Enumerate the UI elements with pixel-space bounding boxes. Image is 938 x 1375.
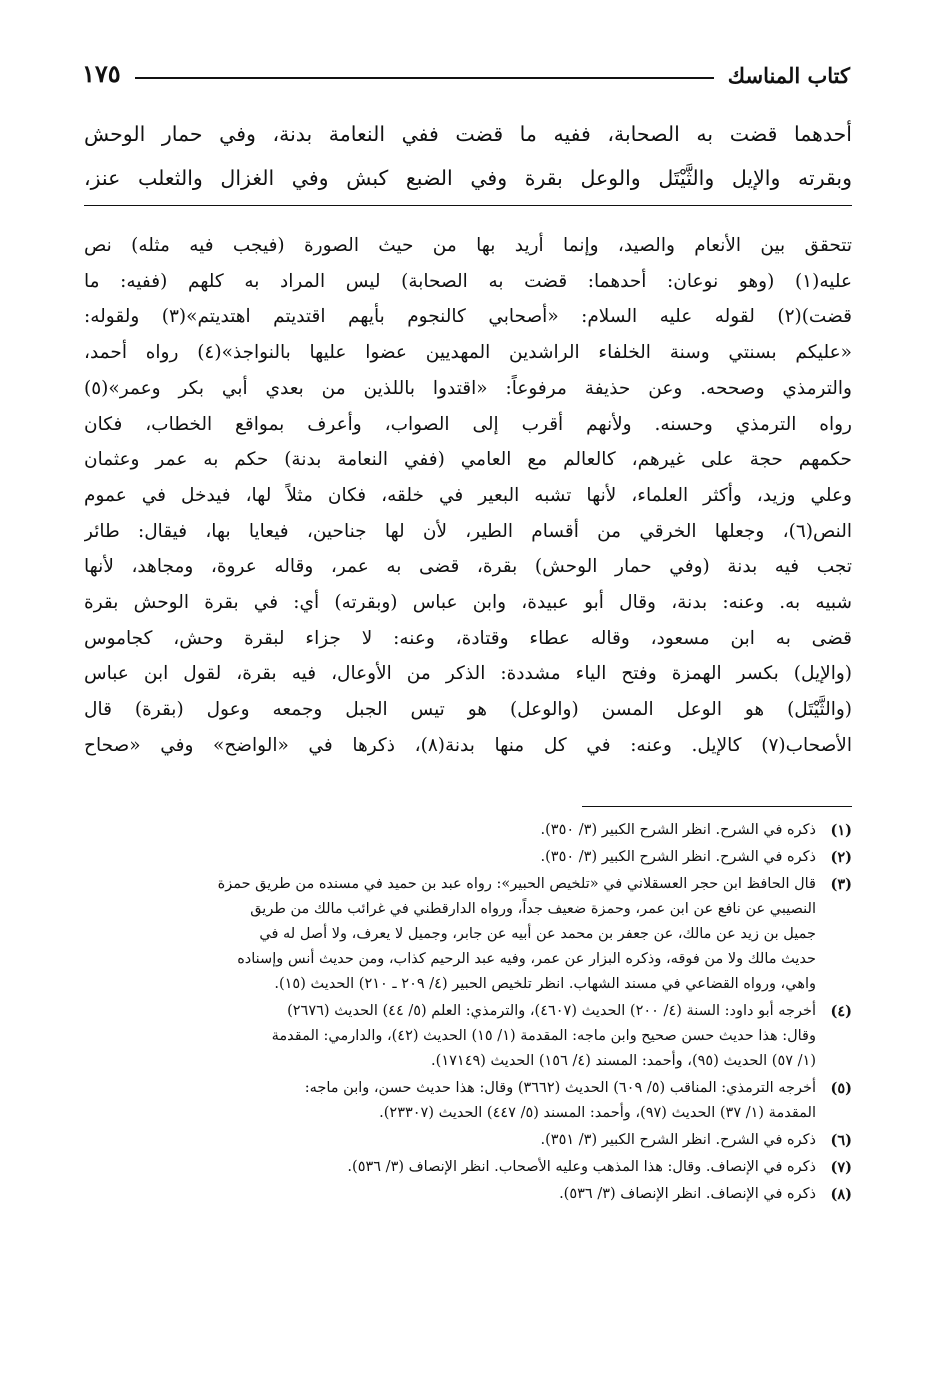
footnote-line: جميل بن زيد عن مالك، عن جعفر بن محمد عن أبيه عن جابر، وجميل لا يعرف، ولا أصل له في — [259, 926, 816, 942]
footnote-line: وقال: هذا حديث حسن صحيح وابن ماجه: المقدمة (١/ ١٥) الحديث (٤٢)، والدارمي: المقدمة — [271, 1028, 816, 1044]
footnote-number: (١) — [830, 822, 852, 839]
running-header — [82, 54, 850, 88]
footnote-number: (٨) — [830, 1186, 852, 1203]
footnote — [84, 818, 852, 843]
footnote-number: (٦) — [830, 1132, 852, 1149]
footnote-line: ذكره في الشرح. انظر الشرح الكبير (٣/ ٣٥٠). — [540, 822, 816, 838]
footnote-line: ذكره في الشرح. انظر الشرح الكبير (٣/ ٣٥٠). — [540, 849, 816, 865]
main-text-line: وبقرته والإيل والثَّيْتَل والوعل بقرة وفي الضبع كبش وفي الغزال والثعلب عنز، — [84, 166, 852, 190]
footnote — [84, 999, 852, 1074]
footnotes — [84, 818, 852, 1209]
footnote — [84, 1155, 852, 1180]
footnote-number: (٣) — [830, 876, 852, 893]
commentary-line: حكمهم حجة على غيرهم، كالعالم مع العامي (ففي النعامة بدنة) حكم به عمر وعثمان — [84, 449, 852, 471]
footnote-line: حديث مالك ولا من فوقه، وذكره البزار عن عمر، وفيه عبد الرحيم كذاب، ومن حديث أنس وإسناده — [237, 951, 816, 967]
footnote-number: (٥) — [830, 1080, 852, 1097]
footnote-line: المقدمة (١/ ٣٧) الحديث (٩٧)، وأحمد: المسند (٥/ ٤٤٧) الحديث (٢٣٣٠٧). — [379, 1105, 816, 1121]
main-text-divider — [84, 205, 852, 206]
footnote-number: (٧) — [830, 1159, 852, 1176]
footnote-number: (٢) — [830, 849, 852, 866]
footnote-line: واهي، ورواه القضاعي في مسند الشهاب. انظر تلخيص الحبير (٤/ ٢٠٩ ـ ٢١٠) الحديث (١٥). — [274, 976, 816, 992]
commentary-line: النص(٦)، وجعلها الخرقي من أقسام الطير، لأن لها جناحين، فيعايا بها، فيقال: طائر — [84, 520, 852, 542]
footnote-line: أخرجه أبو داود: السنة (٤/ ٢٠٠) الحديث (٤٦٠٧)، والترمذي: العلم (٥/ ٤٤) الحديث (٢٦٧٦) — [287, 1003, 816, 1019]
commentary-line: رواه الترمذي وحسنه. ولأنهم أقرب إلى الصواب، وأعرف بمواقع الخطاب، فكان — [84, 413, 852, 435]
footnote-line: ذكره في الإنصاف. وقال: هذا المذهب وعليه الأصحاب. انظر الإنصاف (٣/ ٥٣٦). — [347, 1159, 816, 1175]
main-text — [84, 112, 852, 200]
commentary-line: تتحقق بين الأنعام والصيد، وإنما أريد بها من حيث الصورة (فيجب فيه مثله) نص — [84, 235, 852, 256]
commentary-line: تجب فيه بدنة (وفي حمار الوحش) بقرة، قضى به عمر، وقاله عروة، ومجاهد، لأنها — [84, 556, 852, 578]
book-title: كتاب المناسك — [727, 63, 850, 88]
footnote — [84, 1182, 852, 1207]
footnote — [84, 845, 852, 870]
header-rule — [135, 77, 714, 79]
commentary-line: قضى به ابن مسعود، وقاله عطاء وقتادة، وعنه: لا جزاء لبقرة وحش، كجاموس — [84, 627, 852, 649]
commentary-line: «عليكم بسنتي وسنة الخلفاء الراشدين المهديين عضوا عليها بالنواجذ»(٤) رواه أحمد، — [84, 342, 852, 364]
footnote — [84, 872, 852, 997]
footnote — [84, 1128, 852, 1153]
commentary-line: قضت)(٢) لقوله عليه السلام: «أصحابي كالنجوم بأيهم اقتديتم اهتديتم»(٣) ولقوله: — [84, 306, 852, 328]
footnote-divider — [582, 806, 852, 807]
footnote — [84, 1076, 852, 1126]
footnote-line: ذكره في الإنصاف. انظر الإنصاف (٣/ ٥٣٦). — [559, 1186, 816, 1202]
commentary-line: الأصحاب(٧) كالإيل. وعنه: في كل منها بدنة(٨)، ذكرها في «الواضح» وفي «صحاح — [84, 734, 852, 756]
commentary-line: وعلي وزيد، وأكثر العلماء، لأنها تشبه البعير في خلقه، فكان مثلاً لها، فيدخل في عموم — [84, 484, 852, 506]
page-number: ١٧٥ — [82, 59, 121, 88]
footnote-line: (١/ ٥٧) الحديث (٩٥)، وأحمد: المسند (٤/ ١٥٦) الحديث (١٧١٤٩). — [431, 1053, 816, 1069]
commentary — [84, 228, 852, 800]
footnote-line: أخرجه الترمذي: المناقب (٥/ ٦٠٩) الحديث (٣٦٦٢) وقال: هذا حديث حسن، وابن ماجه: — [304, 1080, 816, 1096]
commentary-line: (والثَّيْتَل) هو الوعل المسن (والوعل) هو تيس الجبل وجمعه وعول (بقرة) قال — [84, 699, 852, 721]
commentary-line: والترمذي وصححه. وعن حذيفة مرفوعاً: «اقتدوا باللذين من بعدي أبي بكر وعمر»(٥) — [84, 377, 852, 399]
footnote-number: (٤) — [830, 1003, 852, 1020]
footnote-line: ذكره في الشرح. انظر الشرح الكبير (٣/ ٣٥١). — [540, 1132, 816, 1148]
commentary-line: عليه(١) (وهو نوعان: أحدهما: قضت به الصحابة) ليس المراد به كلهم (ففيه: ما — [84, 270, 852, 292]
commentary-line: شبيه به. وعنه: بدنة، وقال أبو عبيدة، وابن عباس (وبقرته) أي: في بقرة الوحش بقرة — [84, 592, 852, 614]
commentary-line: (والإيل) بكسر الهمزة وفتح الياء مشددة: الذكر من الأوعال، فيه بقرة، لقول ابن عباس — [84, 663, 852, 685]
footnote-line: النصيبي عن نافع عن ابن عمر، وحمزة ضعيف جداً، ورواه الدارقطني في غرائب مالك من طريق — [250, 901, 816, 917]
main-text-line: أحدهما قضت به الصحابة، ففيه ما قضت ففي النعامة بدنة، وفي حمار الوحش — [84, 122, 852, 146]
footnote-line: قال الحافظ ابن حجر العسقلاني في «تلخيص الحبير»: رواه عبد بن حميد في مسنده من طريق حمزة — [217, 876, 816, 892]
